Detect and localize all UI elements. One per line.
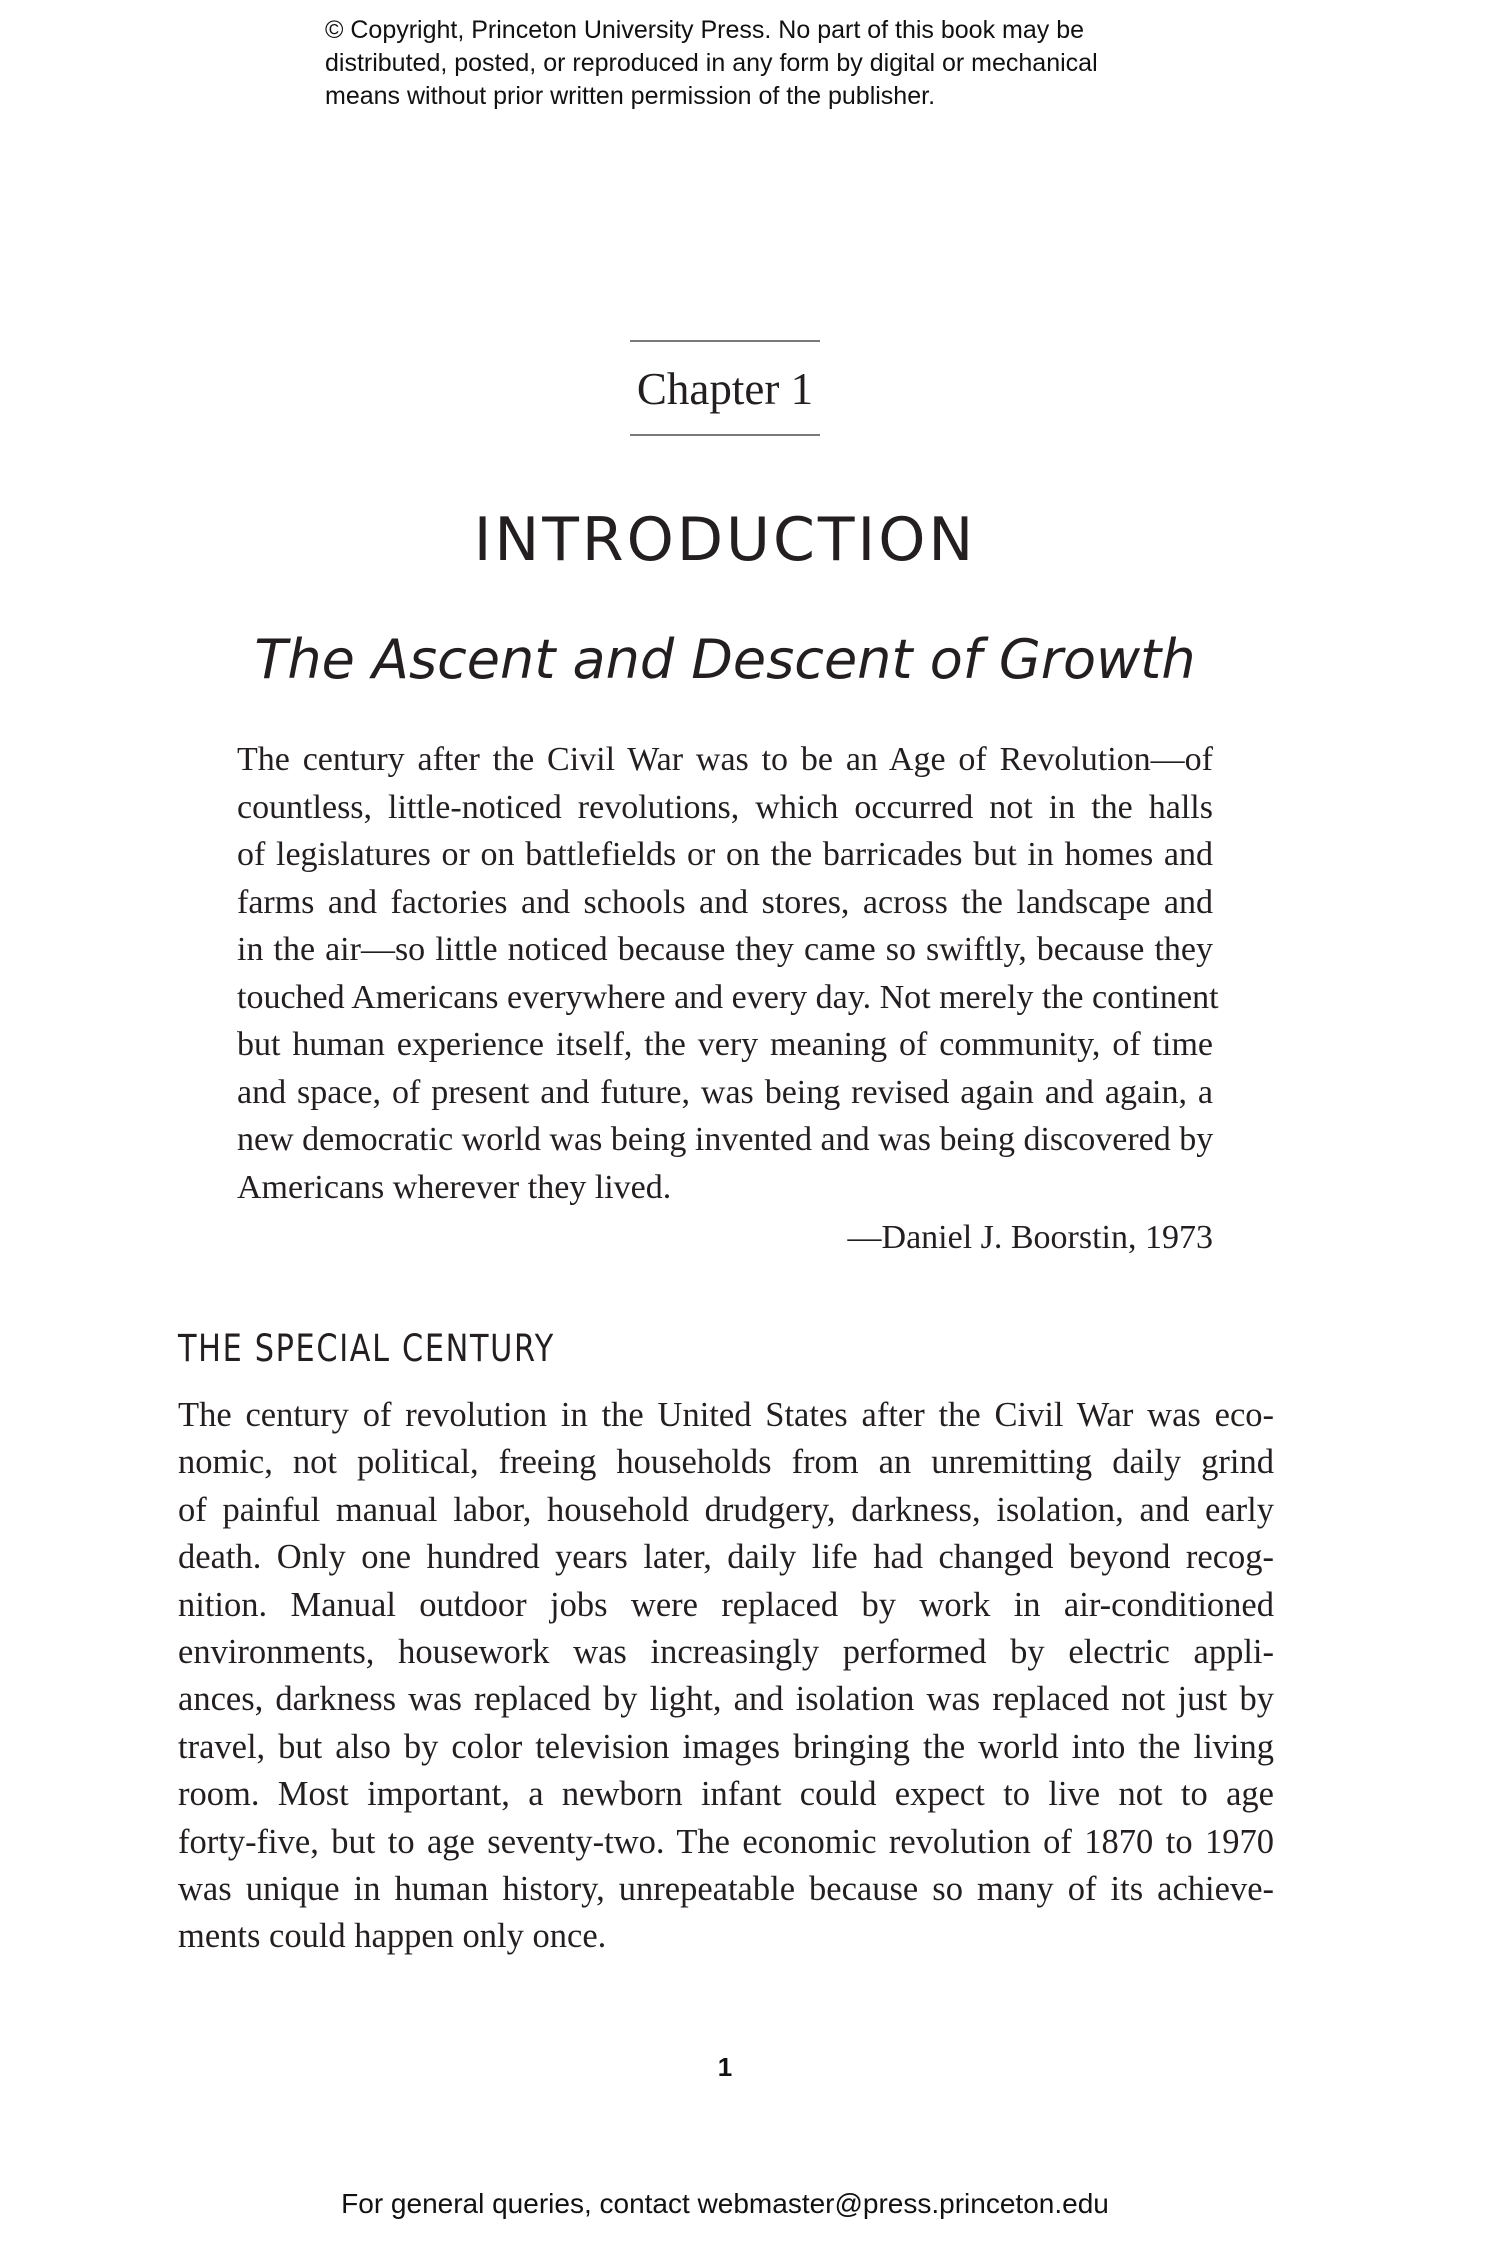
copyright-line: distributed, posted, or reproduced in any form by digital or mechanical [325,49,1098,77]
body-line: nition. Manual outdoor jobs were replaced by work in air-conditioned [178,1585,1274,1624]
copyright-line: © Copyright, Princeton University Press. No part of this book may be [325,16,1085,44]
chapter-subtitle: The Ascent and Descent of Growth [254,628,1196,691]
body-line: environments, housework was increasingly performed by electric appli- [178,1633,1274,1672]
body-line: forty-five, but to age seventy-two. The economic revolution of 1870 to 1970 [178,1822,1274,1861]
body-paragraph [178,1392,1274,1961]
body-line: death. Only one hundred years later, daily life had changed beyond recog- [178,1538,1274,1577]
epigraph-quote [237,736,1219,1211]
copyright-notice [325,14,1225,113]
epigraph-line: and space, of present and future, was being revised again and again, a [237,1073,1213,1111]
body-line: was unique in human history, unrepeatable because so many of its achieve- [178,1870,1274,1909]
body-line: room. Most important, a newborn infant could expect to live not to age [178,1775,1274,1814]
section-heading: THE SPECIAL CENTURY [178,1327,555,1370]
chapter-label: Chapter 1 [636,364,814,414]
chapter-bottom-rule [630,434,820,436]
body-line: nomic, not political, freeing households from an unremitting daily grind [178,1443,1274,1482]
body-line: of painful manual labor, household drudgery, darkness, isolation, and early [178,1490,1274,1529]
body-line: ances, darkness was replaced by light, and isolation was replaced not just by [178,1680,1274,1719]
epigraph-line: The century after the Civil War was to be an Age of Revolution—of [237,741,1213,778]
epigraph-line: farms and factories and schools and stores, across the landscape and [237,883,1213,921]
body-line: The century of revolution in the United States after the Civil War was eco- [178,1396,1274,1434]
epigraph-attribution: —Daniel J. Boorstin, 1973 [847,1219,1213,1256]
footer-contact: For general queries, contact webmaster@press.princeton.edu [341,2188,1109,2219]
epigraph-line: in the air—so little noticed because they came so swiftly, because they [237,931,1213,968]
body-line: travel, but also by color television images bringing the world into the living [178,1727,1274,1766]
epigraph-line: but human experience itself, the very meaning of community, of time [237,1026,1213,1063]
copyright-line: means without prior written permission of the publisher. [325,82,936,110]
chapter-title: INTRODUCTION [473,505,977,575]
chapter-label-block [630,340,820,436]
epigraph-line: new democratic world was being invented and was being discovered by [237,1121,1214,1158]
epigraph-line: countless, little-noticed revolutions, which occurred not in the halls [237,788,1213,826]
body-line: ments could happen only once. [178,1917,607,1956]
epigraph-line: Americans wherever they lived. [237,1168,672,1206]
epigraph-line: touched Americans everywhere and every day. Not merely the continent [237,978,1219,1016]
epigraph-line: of legislatures or on battlefields or on the barricades but in homes and [237,836,1213,873]
page-number: 1 [717,2052,733,2082]
